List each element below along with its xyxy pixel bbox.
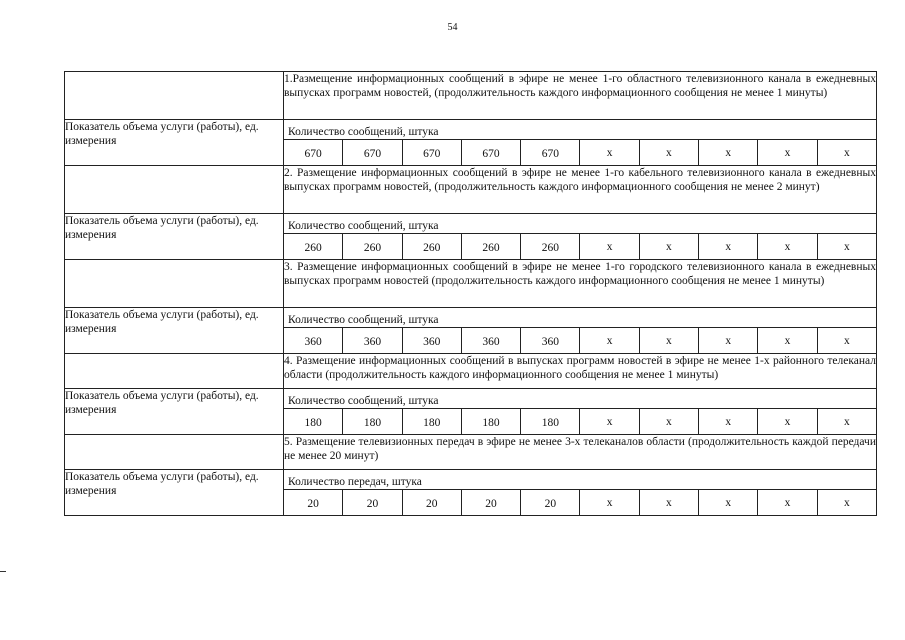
value-cell: 670 — [343, 140, 402, 165]
value-cell: 180 — [462, 409, 521, 434]
values-row — [284, 140, 876, 165]
value-cell: 180 — [284, 409, 343, 434]
indicator-label: Показатель объема услуги (работы), ед. измерения — [65, 389, 284, 435]
value-cell: x — [758, 409, 817, 434]
value-cell: x — [699, 409, 758, 434]
indicator-row — [65, 389, 877, 435]
value-cell: x — [758, 328, 817, 353]
value-cell: x — [699, 490, 758, 515]
service-description-row — [65, 166, 877, 214]
service-description-row — [65, 260, 877, 308]
value-cell: 180 — [343, 409, 402, 434]
value-cell: 360 — [403, 328, 462, 353]
service-description: 1.Размещение информационных сообщений в эфире не менее 1-го областного телевизионного канала в ежедневных выпусках программ новостей, (продолжительность каждого информационного сообщения не менее 1 минуты) — [284, 72, 877, 120]
value-cell: x — [843, 241, 850, 253]
value-cell: x — [580, 140, 639, 165]
values-row — [284, 328, 876, 353]
value-cell: 20 — [343, 490, 402, 515]
service-description: 3. Размещение информационных сообщений в эфире не менее 1-го городского телевизионного канала в ежедневных выпусках программ новостей (продолжительность каждого информационного сообщения не менее 1 минуты) — [284, 260, 877, 308]
empty-label-cell — [65, 354, 284, 389]
indicator-values-cell — [284, 120, 877, 166]
value-cell: 670 — [521, 140, 580, 165]
page-number: 54 — [447, 22, 458, 33]
indicator-values-cell — [284, 214, 877, 260]
value-cell: x — [699, 328, 758, 353]
empty-label-cell — [65, 72, 284, 120]
service-description-row — [65, 354, 877, 389]
service-description-row — [65, 435, 877, 470]
indicator-row — [65, 308, 877, 354]
value-cell: x — [580, 234, 639, 259]
metric-unit: Количество сообщений, штука — [284, 120, 876, 140]
service-description: 4. Размещение информационных сообщений в выпусках программ новостей в эфире не менее 1-х районного телеканал области (продолжительность каждого информационного сообщения не менее 1 минуты) — [284, 354, 877, 389]
value-cell: 260 — [403, 234, 462, 259]
value-cell: 260 — [521, 234, 580, 259]
value-cell: x — [843, 416, 850, 428]
table-body — [65, 72, 877, 516]
value-cell: x — [843, 147, 850, 159]
value-cell: x — [640, 328, 699, 353]
value-cell: 670 — [284, 140, 343, 165]
service-volume-table — [64, 71, 877, 516]
value-cell: 20 — [521, 490, 580, 515]
indicator-label: Показатель объема услуги (работы), ед. измерения — [65, 120, 284, 166]
service-description: 5. Размещение телевизионных передач в эфире не менее 3-х телеканалов области (продолжительность каждой передачи не менее 20 минут) — [284, 435, 877, 470]
indicator-label: Показатель объема услуги (работы), ед. измерения — [65, 214, 284, 260]
empty-label-cell — [65, 166, 284, 214]
value-cell: x — [699, 234, 758, 259]
value-cell: 360 — [521, 328, 580, 353]
indicator-row — [65, 214, 877, 260]
value-cell: x — [843, 497, 850, 509]
indicator-label: Показатель объема услуги (работы), ед. измерения — [65, 470, 284, 516]
empty-label-cell — [65, 435, 284, 470]
value-cell: 360 — [284, 328, 343, 353]
value-cell: 670 — [403, 140, 462, 165]
metric-unit: Количество передач, штука — [284, 470, 876, 490]
value-cell: x — [699, 140, 758, 165]
value-cell: 20 — [462, 490, 521, 515]
margin-mark — [0, 571, 6, 572]
metric-unit: Количество сообщений, штука — [284, 214, 876, 234]
value-cell: 180 — [521, 409, 580, 434]
value-cell: 360 — [343, 328, 402, 353]
value-cell: 260 — [343, 234, 402, 259]
value-cell: x — [843, 335, 850, 347]
service-description: 2. Размещение информационных сообщений в эфире не менее 1-го кабельного телевизионного канала в ежедневных выпусках программ новостей, (продолжительность каждого информационного сообщения не менее 2 минут) — [284, 166, 877, 214]
values-row — [284, 409, 876, 434]
empty-label-cell — [65, 260, 284, 308]
value-cell: 20 — [403, 490, 462, 515]
value-cell: x — [580, 490, 639, 515]
value-cell: 360 — [462, 328, 521, 353]
value-cell: 670 — [462, 140, 521, 165]
metric-unit: Количество сообщений, штука — [284, 389, 876, 409]
value-cell: x — [640, 140, 699, 165]
value-cell: 180 — [403, 409, 462, 434]
values-row — [284, 234, 876, 259]
indicator-row — [65, 470, 877, 516]
indicator-label: Показатель объема услуги (работы), ед. измерения — [65, 308, 284, 354]
value-cell: x — [580, 409, 639, 434]
value-cell: x — [640, 409, 699, 434]
value-cell: 260 — [284, 234, 343, 259]
value-cell: 20 — [284, 490, 343, 515]
value-cell: 260 — [462, 234, 521, 259]
values-row — [284, 490, 876, 515]
value-cell: x — [758, 490, 817, 515]
value-cell: x — [580, 328, 639, 353]
value-cell: x — [758, 234, 817, 259]
service-description-row — [65, 72, 877, 120]
metric-unit: Количество сообщений, штука — [284, 308, 876, 328]
indicator-values-cell — [284, 470, 877, 516]
indicator-values-cell — [284, 308, 877, 354]
indicator-row — [65, 120, 877, 166]
value-cell: x — [640, 234, 699, 259]
value-cell: x — [640, 490, 699, 515]
value-cell: x — [758, 140, 817, 165]
indicator-values-cell — [284, 389, 877, 435]
